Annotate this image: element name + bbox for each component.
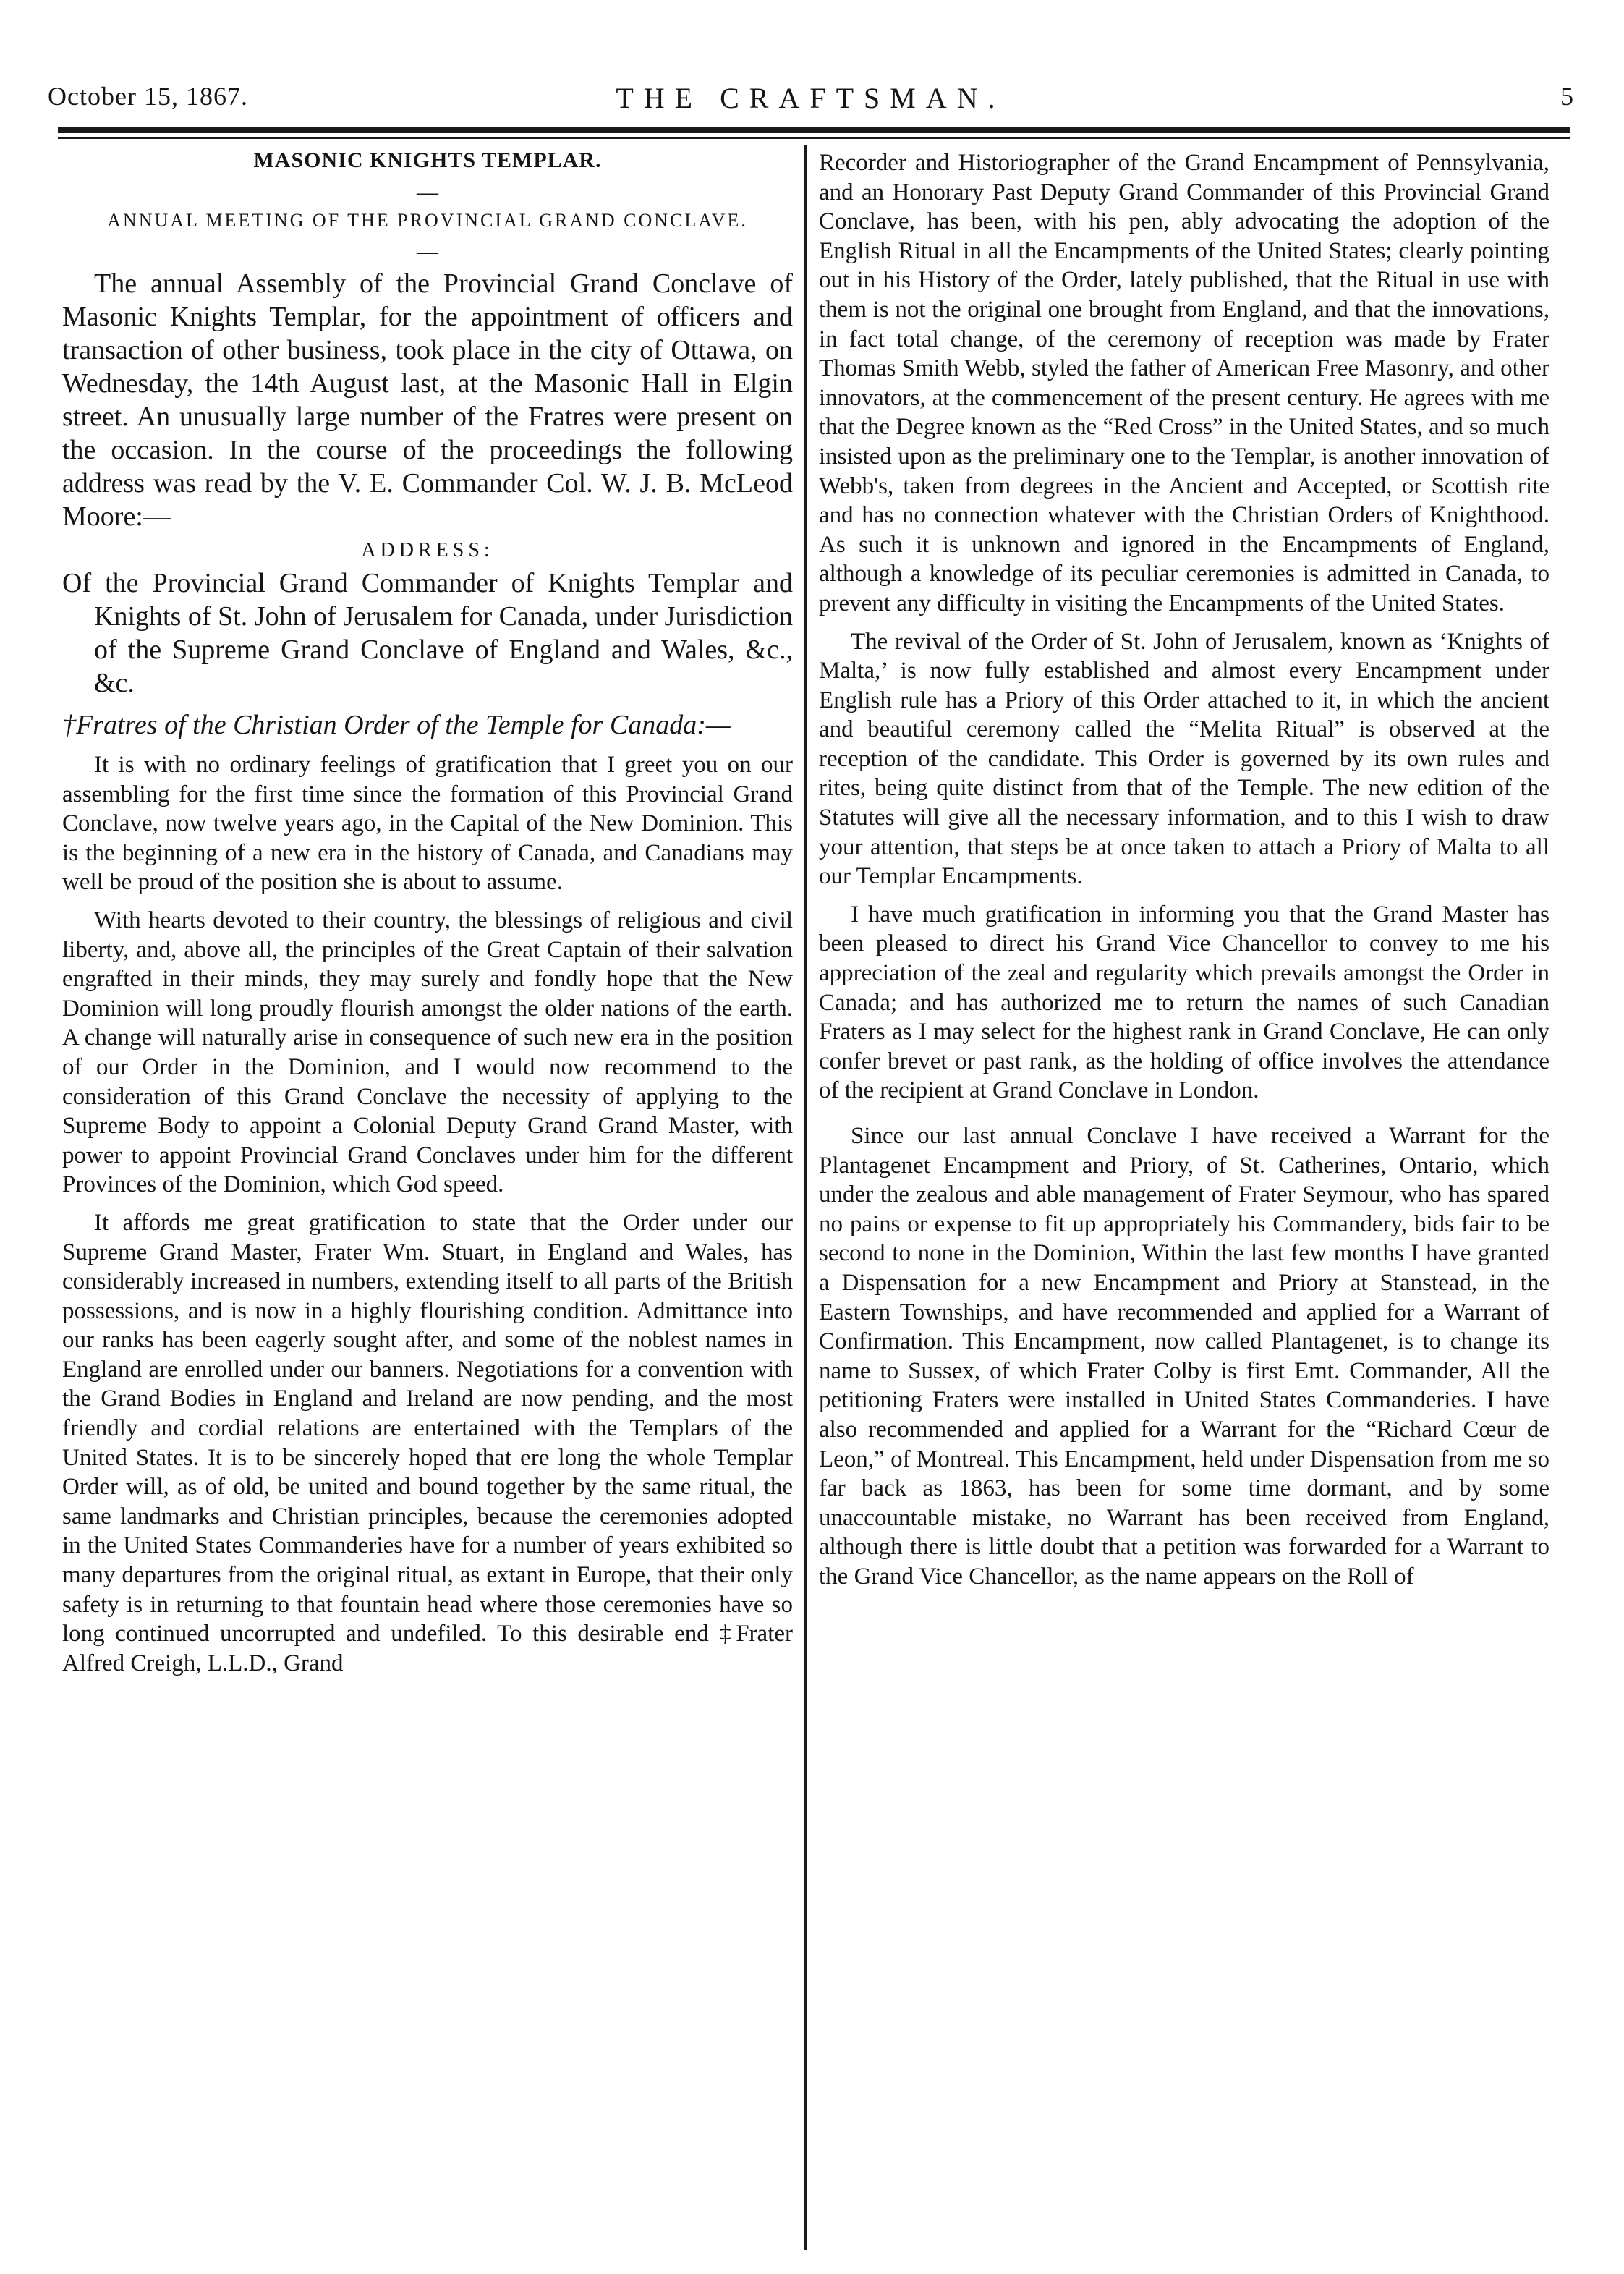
paragraph: Recorder and Historiographer of the Grand Encampment of Pennsylvania, and an Honorary Past Deputy Grand Commander of this Provincial Grand Conclave, has been, with his pen, ably advocating the adoption of the English Ritual in all the Encampments of the United States; clearly pointing out in his History of the Order, lately published, that the Ritual in use with them is not the original one brought from England, and that the innovations, in fact total change, of the ceremony of reception was made by Frater Thomas Smith Webb, styled the father of American Free Masonry, and other innovators, at the commencement of the present century. He agrees with me that the Degree known as the “Red Cross” in the United States, and so much insisted upon as the preliminary one to the Templar, is another innovation of Webb's, taken from degrees in the Ancient and Accepted, or Scottish rite and has no connection whatever with the Christian Orders of Knighthood. As such it is unknown and ignored in the Encampments of England, although a knowledge of its peculiar ceremonies is admitted in Canada, to prevent any difficulty in visiting the Encampments of the United States. (819, 150, 1549, 616)
article-intro: The annual Assembly of the Provincial Grand Conclave of Masonic Knights Templar, for the appointment of officers and transaction of other business, took place in the city of Ottawa, on Wednesday, the 14th August last, at the Masonic Hall in Elgin street. An unusually large number of the Fratres were present on the occasion. In the course of the proceedings the following address was read by the V. E. Commander Col. W. J. B. McLeod Moore:— (62, 268, 793, 532)
article-heading: MASONIC KNIGHTS TEMPLAR. (253, 148, 602, 172)
paragraph: I have much gratification in informing you that the Grand Master has been pleased to direct his Grand Vice Chancellor to convey to me his appreciation of the zeal and regularity which prevails amongst the Order in Canada; and has authorized me to return the names of such Canadian Fraters as I may select for the highest rank in Grand Conclave, He can only confer brevet or past rank, as the holding of office involves the attendance of the recipient at Grand Conclave in London. (819, 901, 1549, 1104)
column-divider (804, 145, 807, 2250)
header-rule-thin (58, 137, 1570, 139)
salutation: †Fratres of the Christian Order of the Temple for Canada:— (62, 710, 731, 740)
paragraph: It is with no ordinary feelings of gratification that I greet you on our assembling for the first time since the formation of this Provincial Grand Conclave, now twelve years ago, in the Capital of the New Dominion. This is the beginning of a new era in the history of Canada, and Canadians may well be proud of the position she is about to assume. (62, 752, 793, 896)
article-subheading: ANNUAL MEETING OF THE PROVINCIAL GRAND CONCLAVE. (107, 210, 748, 231)
left-column (62, 148, 793, 2261)
page-number: 5 (1560, 82, 1573, 111)
paragraph: With hearts devoted to their country, the blessings of religious and civil liberty, and, above all, the principles of the Great Captain of their salvation engrafted in their minds, they may surely and fondly hope that the New Dominion will long proudly flourish amongst the older nations of the earth. A change will naturally arise in consequence of such new era in the position of our Order in the Dominion, and I would now recommend to the consideration of this Grand Conclave the necessity of applying to the Supreme Body to appoint a Colonial Deputy Grand Grand Master, with power to appoint Provincial Grand Conclaves under him for the different Provinces of the Dominion, which God speed. (62, 907, 793, 1198)
paragraph: Since our last annual Conclave I have received a Warrant for the Plantagenet Encampment and Priory, of St. Catherines, Ontario, which under the zealous and able management of Frater Seymour, who has spared no pains or expense to fit up appropriately his Commandery, bids fair to be second to none in the Dominion, Within the last few months I have granted a Dispensation for a new Encampment and Priory at Stanstead, in the Eastern Townships, and have recommended and applied for a Warrant of Confirmation. This Encampment, now called Plantagenet, is to change its name to Sussex, of which Frater Colby is first Emt. Commander, All the petitioning Fraters were installed in United States Commanderies. I have also recommended and applied for a Warrant for the “Richard Cœur de Leon,” of Montreal. This Encampment, held under Dispensation from me so far back as 1863, has been for some time dormant, and by some unaccountable mistake, no Warrant has been received from England, although there is little doubt that a petition was forwarded for a Warrant to the Grand Vice Chancellor, as the name appears on the Roll of (819, 1123, 1549, 1590)
address-label: ADDRESS: (361, 539, 494, 561)
subheading-dash: — (417, 239, 438, 263)
page-header (48, 81, 1573, 124)
right-column (819, 148, 1549, 2261)
paragraph: The revival of the Order of St. John of Jerusalem, known as ‘Knights of Malta,’ is now fully established and almost every Encampment under English rule has a Priory of this Order attached to it, in which the ancient and beautiful ceremony called the “Melita Ritual” is observed at the reception of the candidate. This Order is governed by its own rules and rites, being quite distinct from that of the Temple. The new edition of the Statutes will give all the necessary information, and to this I wish to draw your attention, that steps be at once taken to attach a Priory of Malta to all our Templar Encampments. (819, 628, 1549, 890)
heading-dash: — (417, 180, 438, 204)
paragraph: It affords me great gratification to state that the Order under our Supreme Grand Master, Frater Wm. Stuart, in England and Wales, has considerably increased in numbers, extending itself to all parts of the British possessions, and is now in a highly flourishing condition. Admittance into our ranks has been eagerly sought after, and some of the noblest names in England are enrolled under our banners. Negotiations for a convention with the Grand Bodies in England and Ireland are now pending, and the most friendly and cordial relations are entertained with the Templars of the United States. It is to be sincerely hoped that ere long the whole Templar Order will, as of old, be united and bound together by the same ritual, the same landmarks and Christian principles, because the ceremonies adopted in the United States Commanderies have for a number of years exhibited so many departures from the original ritual, as extant in Europe, that their only safety is in returning to that fountain head where those ceremonies have so long continued uncorrupted and undefiled. To this desirable end ‡Frater Alfred Creigh, L.L.D., Grand (62, 1209, 793, 1676)
address-of: Of the Provincial Grand Commander of Knights Templar and Knights of St. John of Jerusalem for Canada, under Jurisdiction of the Supreme Grand Conclave of England and Wales, &c., &c. (62, 568, 793, 698)
publication-title: THE CRAFTSMAN. (616, 82, 1006, 114)
issue-date: October 15, 1867. (48, 82, 248, 111)
header-rule-thick (58, 127, 1570, 133)
